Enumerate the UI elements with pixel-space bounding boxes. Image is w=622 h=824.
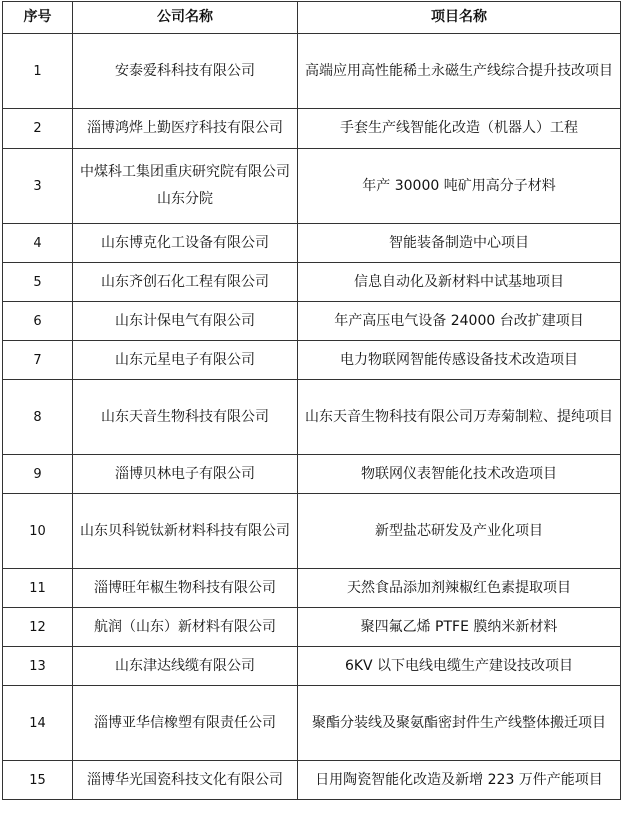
table-row: [3, 34, 621, 109]
serial-number: 5: [3, 263, 73, 302]
company-name: 山东齐创石化工程有限公司: [73, 263, 298, 302]
project-name: 新型盐芯研发及产业化项目: [298, 494, 621, 569]
project-name: 信息自动化及新材料中试基地项目: [298, 263, 621, 302]
project-name: 山东天音生物科技有限公司万寿菊制粒、提纯项目: [298, 380, 621, 455]
company-name: 中煤科工集团重庆研究院有限公司山东分院: [73, 149, 298, 224]
table-row: [3, 341, 621, 380]
table-row: [3, 149, 621, 224]
table-row: [3, 263, 621, 302]
serial-number: 14: [3, 686, 73, 761]
serial-number: 9: [3, 455, 73, 494]
company-name: 航润（山东）新材料有限公司: [73, 608, 298, 647]
company-name: 淄博华光国瓷科技文化有限公司: [73, 761, 298, 800]
project-name: 手套生产线智能化改造（机器人）工程: [298, 109, 621, 149]
table-row: [3, 455, 621, 494]
serial-number: 13: [3, 647, 73, 686]
company-name: 山东天音生物科技有限公司: [73, 380, 298, 455]
company-name: 山东贝科锐钛新材料科技有限公司: [73, 494, 298, 569]
table-row: [3, 686, 621, 761]
serial-number: 4: [3, 224, 73, 263]
serial-number: 10: [3, 494, 73, 569]
company-name: 淄博亚华信橡塑有限责任公司: [73, 686, 298, 761]
project-name: 聚酯分装线及聚氨酯密封件生产线整体搬迁项目: [298, 686, 621, 761]
table-row: [3, 761, 621, 800]
serial-number: 3: [3, 149, 73, 224]
table-header-row: [3, 2, 621, 34]
table-row: [3, 224, 621, 263]
serial-number: 6: [3, 302, 73, 341]
table-row: [3, 109, 621, 149]
project-name: 物联网仪表智能化技术改造项目: [298, 455, 621, 494]
table-row: [3, 494, 621, 569]
project-name: 年产 30000 吨矿用高分子材料: [298, 149, 621, 224]
company-name: 安泰爱科科技有限公司: [73, 34, 298, 109]
table-row: [3, 647, 621, 686]
project-name: 电力物联网智能传感设备技术改造项目: [298, 341, 621, 380]
header-company-name: 公司名称: [73, 2, 298, 34]
table-row: [3, 302, 621, 341]
company-name: 淄博鸿烨上勤医疗科技有限公司: [73, 109, 298, 149]
header-serial-number: 序号: [3, 2, 73, 34]
table-row: [3, 380, 621, 455]
project-table: [2, 1, 621, 800]
project-name: 高端应用高性能稀土永磁生产线综合提升技改项目: [298, 34, 621, 109]
company-name: 山东博克化工设备有限公司: [73, 224, 298, 263]
project-name: 聚四氟乙烯 PTFE 膜纳米新材料: [298, 608, 621, 647]
project-name: 天然食品添加剂辣椒红色素提取项目: [298, 569, 621, 608]
serial-number: 7: [3, 341, 73, 380]
project-name: 6KV 以下电线电缆生产建设技改项目: [298, 647, 621, 686]
project-name: 年产高压电气设备 24000 台改扩建项目: [298, 302, 621, 341]
project-name: 智能装备制造中心项目: [298, 224, 621, 263]
serial-number: 12: [3, 608, 73, 647]
header-project-name: 项目名称: [298, 2, 621, 34]
table-row: [3, 569, 621, 608]
company-name: 山东津达线缆有限公司: [73, 647, 298, 686]
serial-number: 15: [3, 761, 73, 800]
company-name: 山东计保电气有限公司: [73, 302, 298, 341]
serial-number: 2: [3, 109, 73, 149]
serial-number: 1: [3, 34, 73, 109]
company-name: 山东元星电子有限公司: [73, 341, 298, 380]
table-row: [3, 608, 621, 647]
serial-number: 11: [3, 569, 73, 608]
serial-number: 8: [3, 380, 73, 455]
company-name: 淄博贝林电子有限公司: [73, 455, 298, 494]
company-name: 淄博旺年椒生物科技有限公司: [73, 569, 298, 608]
project-name: 日用陶瓷智能化改造及新增 223 万件产能项目: [298, 761, 621, 800]
